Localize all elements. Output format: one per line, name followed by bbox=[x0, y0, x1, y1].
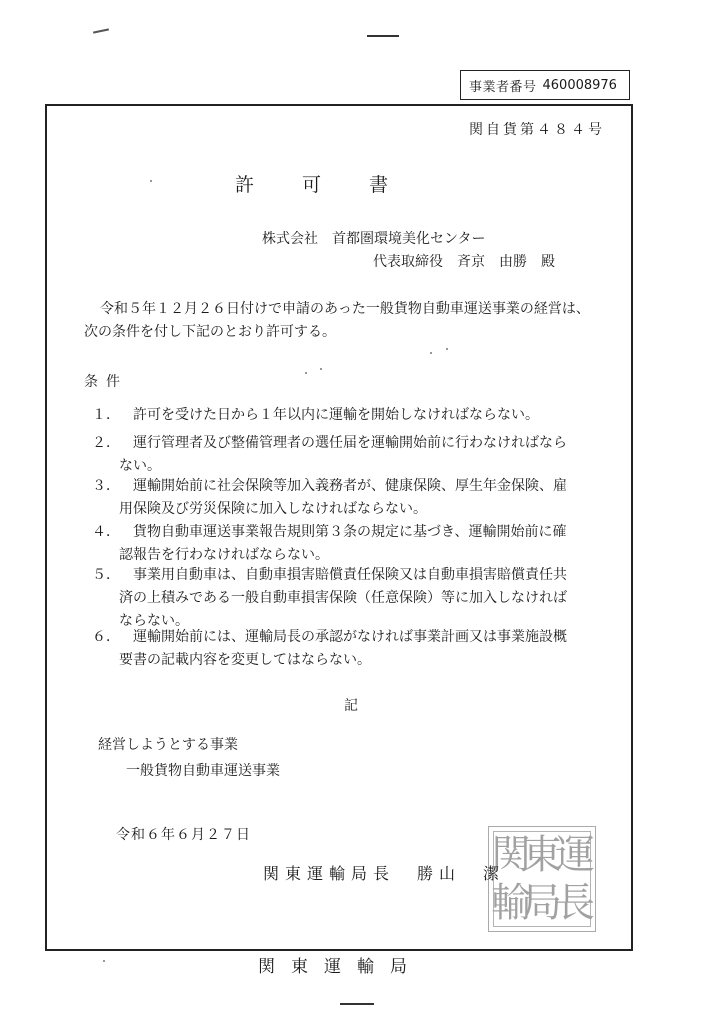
seal-char: 輸 bbox=[491, 880, 531, 926]
scan-mark bbox=[367, 35, 399, 37]
body-text-line: 次の条件を付し下記のとおり許可する。 bbox=[84, 324, 336, 340]
title-char: 可 bbox=[302, 174, 322, 196]
official-seal bbox=[488, 826, 596, 932]
issue-date: 令和６年６月２７日 bbox=[116, 827, 251, 843]
seal-char: 関 bbox=[491, 832, 531, 878]
scan-speck bbox=[320, 368, 322, 370]
ki-heading: 記 bbox=[344, 698, 358, 714]
condition-text-line: 運行管理者及び整備管理者の選任届を運輸開始前に行わなければなら bbox=[133, 435, 567, 451]
condition-text-line: 運輸開始前に社会保険等加入義務者が、健康保険、厚生年金保険、雇 bbox=[133, 478, 567, 494]
registration-label: 事業者番号 bbox=[469, 79, 537, 95]
seal-char: 局 bbox=[522, 880, 562, 926]
body-text-line: 令和５年１２月２６日付けで申請のあった一般貨物自動車運送事業の経営は、 bbox=[100, 301, 590, 317]
title-char: 許 bbox=[235, 174, 255, 196]
scan-speck bbox=[150, 180, 152, 182]
condition-text-line: ならない。 bbox=[119, 613, 189, 629]
registration-box bbox=[460, 70, 630, 100]
addressee-representative: 代表取締役 斉京 由勝 殿 bbox=[373, 254, 555, 270]
document-number: 関自貨第４８４号 bbox=[469, 122, 605, 138]
condition-text-line: 認報告を行わなければならない。 bbox=[119, 547, 329, 563]
condition-text-line: 事業用自動車は、自動車損害賠償責任保険又は自動車損害賠償責任共 bbox=[133, 567, 567, 583]
seal-char: 長 bbox=[555, 880, 595, 926]
title-char: 書 bbox=[369, 174, 389, 196]
scan-mark bbox=[340, 1003, 374, 1005]
addressee-company: 株式会社 首都圏環境美化センター bbox=[262, 231, 486, 247]
scan-speck bbox=[446, 348, 448, 350]
scan-speck bbox=[430, 352, 432, 354]
issuer-name: 関東運輸局長 勝山 潔 bbox=[263, 864, 506, 883]
condition-text-line: 許可を受けた日から１年以内に運輸を開始しなければならない。 bbox=[133, 407, 539, 423]
condition-number: ４． bbox=[92, 524, 120, 540]
condition-text-line: ない。 bbox=[119, 458, 161, 474]
condition-text-line: 済の上積みである一般自動車損害保険（任意保険）等に加入しなければ bbox=[119, 590, 567, 606]
scan-mark bbox=[93, 28, 109, 33]
condition-number: ２． bbox=[92, 435, 120, 451]
business-label: 経営しようとする事業 bbox=[98, 737, 238, 753]
scan-speck bbox=[305, 372, 307, 374]
condition-number: ３． bbox=[92, 478, 120, 494]
condition-number: ６． bbox=[92, 629, 120, 645]
condition-text-line: 要書の記載内容を変更してはならない。 bbox=[119, 652, 371, 668]
document-title bbox=[235, 176, 388, 194]
condition-text-line: 貨物自動車運送事業報告規則第３条の規定に基づき、運輸開始前に確 bbox=[133, 524, 567, 540]
condition-text-line: 運輸開始前には、運輸局長の承認がなければ事業計画又は事業施設概 bbox=[133, 629, 567, 645]
registration-number: 460008976 bbox=[542, 77, 617, 93]
conditions-heading: 条件 bbox=[84, 374, 128, 390]
business-value: 一般貨物自動車運送事業 bbox=[126, 763, 280, 779]
seal-char: 東 bbox=[522, 832, 562, 878]
condition-number: １． bbox=[92, 407, 120, 423]
scan-speck bbox=[103, 960, 105, 962]
bureau-name: 関東運輸局 bbox=[258, 957, 423, 977]
condition-text-line: 用保険及び労災保険に加入しなければならない。 bbox=[119, 501, 427, 517]
seal-char: 運 bbox=[555, 832, 595, 878]
condition-number: ５． bbox=[92, 567, 120, 583]
